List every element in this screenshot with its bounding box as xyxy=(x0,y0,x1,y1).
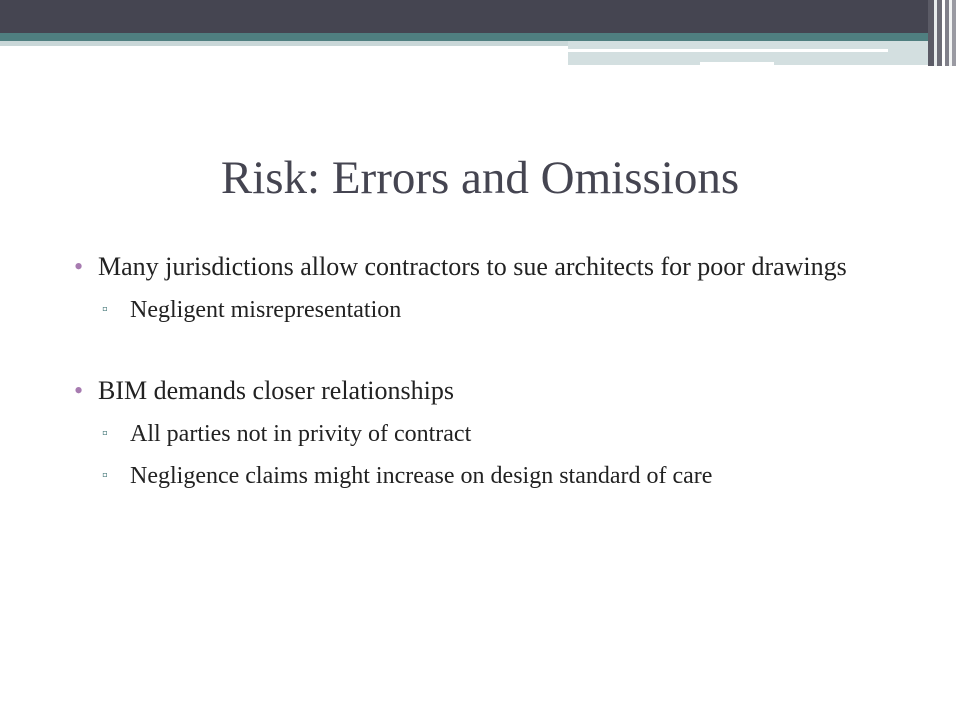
subbullet-square-icon: ▫ xyxy=(102,301,108,318)
slide-title: Risk: Errors and Omissions xyxy=(220,152,740,204)
bullet-dot-icon: • xyxy=(74,376,84,405)
header-corner-stripes xyxy=(928,0,960,66)
subbullet-item xyxy=(72,416,882,452)
slide-body xyxy=(72,248,882,494)
bullet-item xyxy=(72,372,882,410)
subbullet-item xyxy=(72,292,882,328)
header-light-bar xyxy=(0,41,568,46)
header-teal-bar xyxy=(0,33,960,41)
header-white-line-short xyxy=(700,62,774,65)
subbullet-text: Negligent misrepresentation xyxy=(130,297,402,323)
subbullet-item xyxy=(72,458,882,494)
subbullet-square-icon: ▫ xyxy=(102,467,108,484)
bullet-text: Many jurisdictions allow contractors to sue architects for poor drawings xyxy=(98,252,847,281)
subbullet-text: Negligence claims might increase on design standard of care xyxy=(130,463,713,489)
header-dark-bar xyxy=(0,0,960,33)
bullet-text: BIM demands closer relationships xyxy=(98,376,454,405)
subbullet-text: All parties not in privity of contract xyxy=(130,421,472,447)
subbullet-square-icon: ▫ xyxy=(102,425,108,442)
header-white-line xyxy=(568,49,888,52)
bullet-item xyxy=(72,248,882,286)
bullet-dot-icon: • xyxy=(74,252,84,281)
